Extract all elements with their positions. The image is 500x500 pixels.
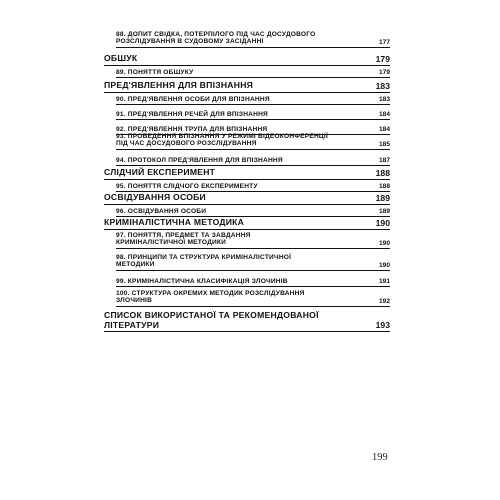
toc-entry-page: 185 <box>378 140 390 148</box>
toc-entry-title: 98. ПРИНЦИПИ ТА СТРУКТУРА КРИМІНАЛІСТИЧНОЇ МЕТОДИКИ <box>116 254 292 269</box>
toc-leader-rule <box>104 331 390 332</box>
toc-entry-page: 179 <box>378 69 390 77</box>
toc-leader-rule <box>116 149 390 150</box>
toc-entry-title: 93. ПРОВЕДЕННЯ ВПІЗНАННЯ У РЕЖИМІ ВІДЕОКОНФЕРЕНЦІЇ ПІД ЧАС ДОСУДОВОГО РОЗСЛІДУВАННЯ <box>116 133 328 148</box>
toc-entry-title: 95. ПОНЯТТЯ СЛІДЧОГО ЕКСПЕРИМЕНТУ <box>116 183 258 190</box>
toc-leader-rule <box>116 119 390 120</box>
toc-leader-rule <box>104 92 390 93</box>
toc-leader-rule <box>116 104 390 105</box>
toc-subsection <box>104 96 390 103</box>
toc-section <box>104 193 390 203</box>
toc-subsection <box>104 31 390 46</box>
toc-entry-title: КРИМІНАЛІСТИЧНА МЕТОДИКА <box>104 217 245 227</box>
toc-entry-page: 184 <box>378 126 390 134</box>
toc-section <box>104 311 390 330</box>
toc-entry-page: 187 <box>378 157 390 165</box>
toc-entry-page: 188 <box>378 183 390 191</box>
toc-entry-page: 183 <box>378 96 390 104</box>
toc-leader-rule <box>104 204 390 205</box>
toc-entry-title: 91. ПРЕД'ЯВЛЕННЯ РЕЧЕЙ ДЛЯ ВПІЗНАННЯ <box>116 111 268 118</box>
toc-entry-title: 99. КРИМІНАЛІСТИЧНА КЛАСИФІКАЦІЯ ЗЛОЧИНІВ <box>116 278 288 285</box>
toc-section <box>104 81 390 91</box>
page-number: 199 <box>372 452 388 463</box>
toc-leader-rule <box>116 47 390 48</box>
toc-entry-title: 100. СТРУКТУРА ОКРЕМИХ МЕТОДИК РОЗСЛІДУВАННЯ ЗЛОЧИНІВ <box>116 290 305 305</box>
toc-subsection <box>104 69 390 76</box>
toc-entry-title: 97. ПОНЯТТЯ, ПРЕДМЕТ ТА ЗАВДАННЯ КРИМІНАЛІСТИЧНОЇ МЕТОДИКИ <box>116 232 251 247</box>
toc-entry-title: ОСВІДУВАННЯ ОСОБИ <box>104 192 206 202</box>
toc-entry-page: 193 <box>375 320 390 330</box>
toc-subsection <box>104 278 390 285</box>
toc-subsection <box>104 254 390 269</box>
toc-entry-page: 183 <box>375 80 390 91</box>
toc-entry-page: 190 <box>378 239 390 247</box>
toc-leader-rule <box>104 229 390 230</box>
toc-section <box>104 218 390 228</box>
toc-leader-rule <box>116 248 390 249</box>
toc-subsection <box>104 157 390 164</box>
toc-entry-title: 94. ПРОТОКОЛ ПРЕД'ЯВЛЕННЯ ДЛЯ ВПІЗНАННЯ <box>116 157 283 164</box>
toc-subsection <box>104 133 390 148</box>
toc-leader-rule <box>104 65 390 66</box>
toc-entry-title: СПИСОК ВИКОРИСТАНОЇ ТА РЕКОМЕНДОВАНОЇ ЛІТЕРАТУРИ <box>104 310 319 330</box>
toc-leader-rule <box>116 306 390 307</box>
toc-subsection <box>104 232 390 247</box>
toc-entry-page: 192 <box>378 297 390 305</box>
toc-entry-title: СЛІДЧИЙ ЕКСПЕРИМЕНТ <box>104 167 216 177</box>
toc-entry-title: 96. ОСВІДУВАННЯ ОСОБИ <box>116 208 207 215</box>
toc-leader-rule <box>104 179 390 180</box>
toc-subsection <box>104 208 390 215</box>
toc-entry-page: 189 <box>378 208 390 216</box>
toc-leader-rule <box>116 286 390 287</box>
toc-entry-page: 191 <box>378 278 390 286</box>
toc-entry-page: 189 <box>375 192 390 203</box>
toc-leader-rule <box>116 77 390 78</box>
toc-entry-page: 184 <box>378 111 390 119</box>
toc-section <box>104 54 390 64</box>
toc-entry-title: ОБШУК <box>104 53 138 63</box>
toc-entry-title: ПРЕД'ЯВЛЕННЯ ДЛЯ ВПІЗНАННЯ <box>104 80 254 90</box>
toc-entry-page: 190 <box>375 217 390 228</box>
toc-entry-page: 177 <box>378 38 390 46</box>
toc-section <box>104 168 390 178</box>
toc-subsection <box>104 290 390 305</box>
toc-entry-page: 188 <box>375 167 390 178</box>
toc-entry-title: 88. ДОПИТ СВІДКА, ПОТЕРПІЛОГО ПІД ЧАС ДОСУДОВОГО РОЗСЛІДУВАННЯ В СУДОВОМУ ЗАСІДАННІ <box>116 31 316 46</box>
toc-subsection <box>104 183 390 190</box>
toc-entry-page: 179 <box>375 53 390 64</box>
toc-subsection <box>104 111 390 118</box>
table-of-contents <box>104 0 390 500</box>
toc-entry-title: 90. ПРЕД'ЯВЛЕННЯ ОСОБИ ДЛЯ ВПІЗНАННЯ <box>116 96 270 103</box>
toc-entry-title: 89. ПОНЯТТЯ ОБШУКУ <box>116 69 194 76</box>
toc-leader-rule <box>116 270 390 271</box>
toc-entry-page: 190 <box>378 261 390 269</box>
toc-entry-title: 92. ПРЕД'ЯВЛЕННЯ ТРУПА ДЛЯ ВПІЗНАННЯ <box>116 126 268 133</box>
